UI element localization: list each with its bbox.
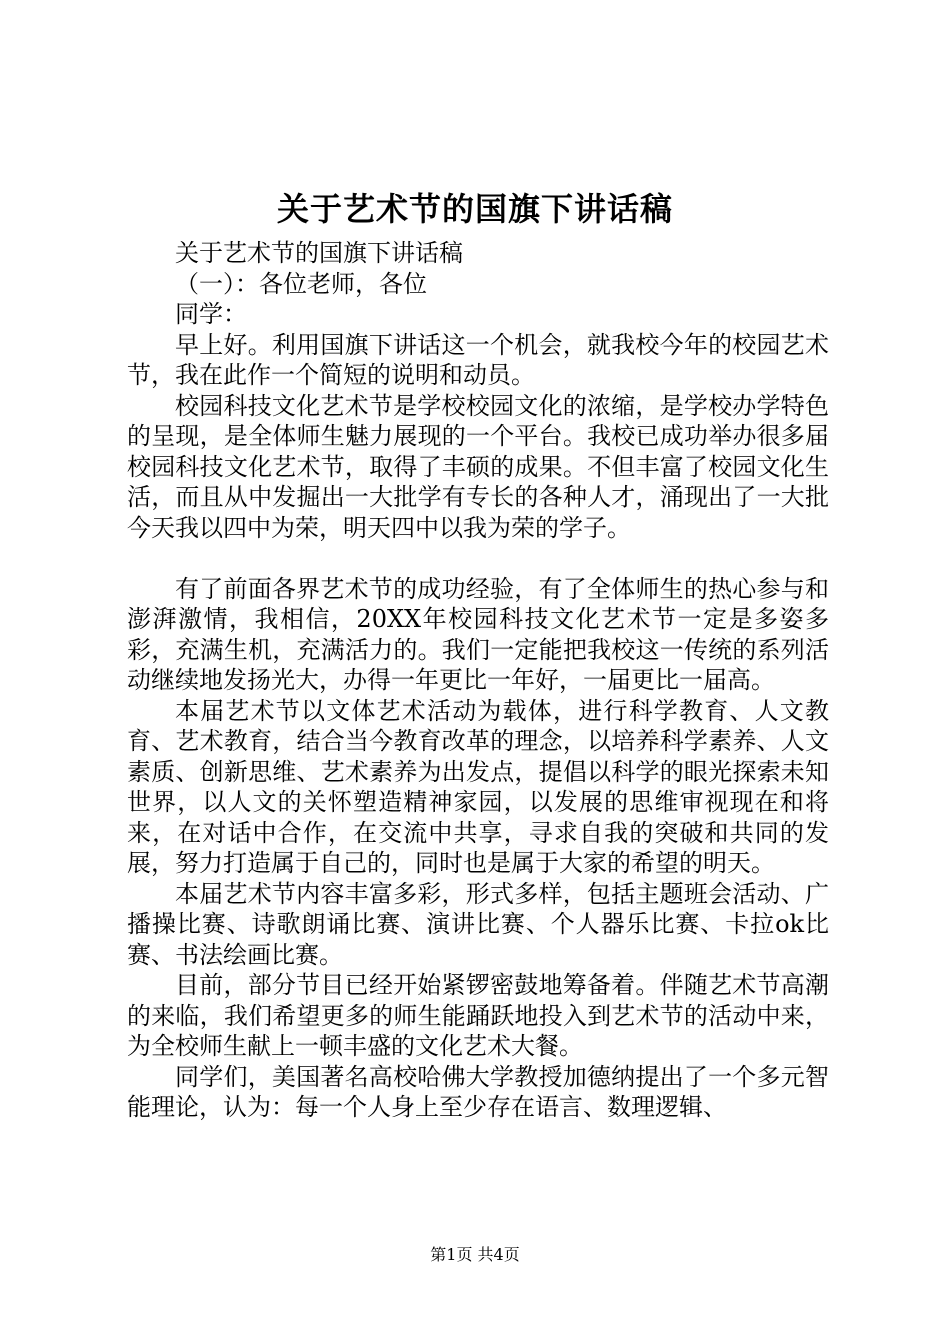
paragraph: 校园科技文化艺术节是学校校园文化的浓缩，是学校办学特色的呈现，是全体师生魅力展现的一个平台。我校已成功举办很多届校园科技文化艺术节，取得了丰硕的成果。不但丰富了校园文化生活，而且从中发掘出一大批学有专长的各种人才，涌现出了一大批今天我以四中为荣，明天四中以我为荣的学子。 [127, 391, 829, 542]
paragraph: 早上好。利用国旗下讲话这一个机会，就我校今年的校园艺术节，我在此作一个简短的说明和动员。 [127, 330, 829, 389]
paragraph: 同学： [175, 300, 247, 328]
paragraph: 本届艺术节以文体艺术活动为载体，进行科学教育、人文教育、艺术教育，结合当今教育改革的理念，以培养科学素养、人文素质、创新思维、艺术素养为出发点，提倡以科学的眼光探索未知世界，以人文的关怀塑造精神家园，以发展的思维审视现在和将来，在对话中合作，在交流中共享，寻求自我的突破和共同的发展，努力打造属于自己的，同时也是属于大家的希望的明天。 [127, 696, 829, 877]
document-title: 关于艺术节的国旗下讲话稿 [276, 190, 673, 228]
document-body [127, 238, 829, 1123]
paragraph: （一）：各位老师，各位 [175, 269, 427, 298]
paragraph: 目前，部分节目已经开始紧锣密鼓地筹备着。伴随艺术节高潮的来临，我们希望更多的师生能踊跃地投入到艺术节的活动中来，为全校师生献上一顿丰盛的文化艺术大餐。 [127, 971, 829, 1060]
paragraph: 关于艺术节的国旗下讲话稿 [175, 239, 463, 267]
paragraph: 同学们，美国著名高校哈佛大学教授加德纳提出了一个多元智能理论，认为：每一个人身上至少存在语言、数理逻辑、 [127, 1062, 829, 1121]
page-footer: 第1页 共4页 [430, 1245, 520, 1264]
paragraph: 有了前面各界艺术节的成功经验，有了全体师生的热心参与和澎湃激情，我相信，20XX年校园科技文化艺术节一定是多姿多彩，充满生机，充满活力的。我们一定能把我校这一传统的系列活动继续地发扬光大，办得一年更比一年好，一届更比一届高。 [127, 574, 829, 694]
paragraph: 本届艺术节内容丰富多彩，形式多样，包括主题班会活动、广播操比赛、诗歌朗诵比赛、演讲比赛、个人器乐比赛、卡拉ok比赛、书法绘画比赛。 [127, 879, 829, 969]
